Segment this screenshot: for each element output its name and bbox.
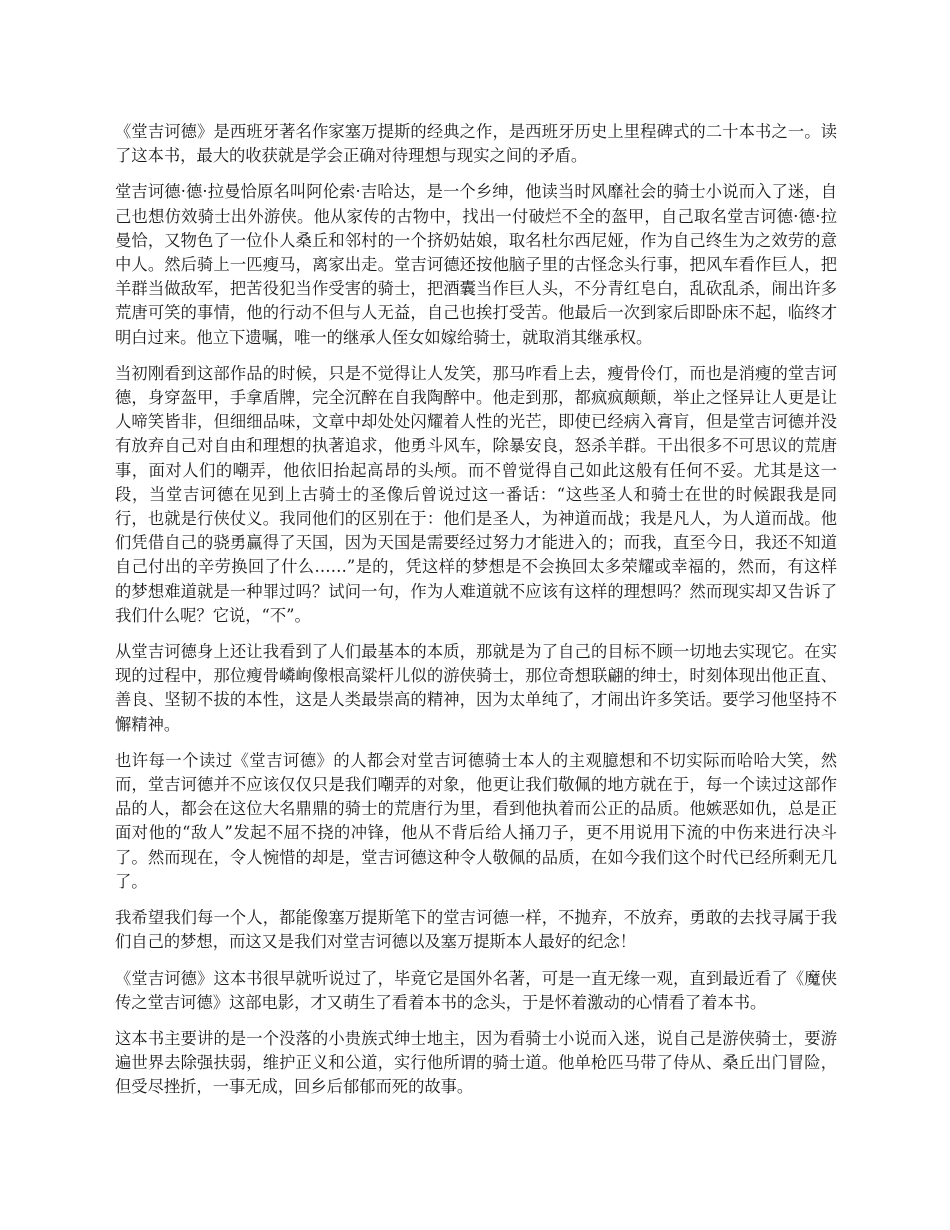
paragraph-second-summary: 这本书主要讲的是一个没落的小贵族式绅士地主，因为看骑士小说而入迷，说自己是游侠骑士，要游遍世界去除强扶弱，维护正义和公道，实行他所谓的骑士道。他单枪匹马带了侍从、桑丘出门冒险，但受尽挫折，一事无成，回乡后郁郁而死的故事。 [115,1028,837,1097]
paragraph-plot-summary: 堂吉诃德·德·拉曼恰原名叫阿伦索·吉哈达，是一个乡绅，他读当时风靡社会的骑士小说而入了迷，自己也想仿效骑士出外游侠。他从家传的古物中，找出一付破烂不全的盔甲，自己取名堂吉诃德·德·拉曼恰，又物色了一位仆人桑丘和邻村的一个挤奶姑娘，取名杜尔西尼娅，作为自己终生为之效劳的意中人。然后骑上一匹瘦马，离家出走。堂吉诃德还按他脑子里的古怪念头行事，把风车看作巨人，把羊群当做敌军，把苦役犯当作受害的骑士，把酒囊当作巨人头，不分青红皂白，乱砍乱杀，闹出许多荒唐可笑的事情，他的行动不但与人无益，自己也挨打受苦。他最后一次到家后即卧床不起，临终才明白过来。他立下遗嘱，唯一的继承人侄女如嫁给骑士，就取消其继承权。 [115,182,837,347]
paragraph-second-intro: 《堂吉诃德》这本书很早就听说过了，毕竟它是国外名著，可是一直无缘一观，直到最近看了《魔侠传之堂吉诃德》这部电影，才又萌生了看着本书的念头，于是怀着激动的心情看了着本书。 [115,968,837,1012]
paragraph-intro: 《堂吉诃德》是西班牙著名作家塞万提斯的经典之作，是西班牙历史上里程碑式的二十本书之一。读了这本书，最大的收获就是学会正确对待理想与现实之间的矛盾。 [115,122,837,166]
paragraph-admiration: 也许每一个读过《堂吉诃德》的人都会对堂吉诃德骑士本人的主观臆想和不切实际而哈哈大笑，然而，堂吉诃德并不应该仅仅只是我们嘲弄的对象，他更让我们敬佩的地方就在于，每一个读过这部作品的人，都会在这位大名鼎鼎的骑士的荒唐行为里，看到他执着而公正的品质。他嫉恶如仇，总是正面对他的“敌人”发起不屈不挠的冲锋，他从不背后给人捅刀子，更不用说用下流的中伤来进行决斗了。然而现在，令人惋惜的却是，堂吉诃德这种令人敬佩的品质，在如今我们这个时代已经所剩无几了。 [115,750,837,891]
paragraph-essence: 从堂吉诃德身上还让我看到了人们最基本的本质，那就是为了自己的目标不顾一切地去实现它。在实现的过程中，那位瘦骨嶙峋像根高粱杆儿似的游侠骑士，那位奇想联翩的绅士，时刻体现出他正直、善良、坚韧不拔的本性，这是人类最崇高的精神，因为太单纯了，才闹出许多笑话。要学习他坚持不懈精神。 [115,642,837,734]
paragraph-hope: 我希望我们每一个人，都能像塞万提斯笔下的堂吉诃德一样，不抛弃，不放弃，勇敢的去找寻属于我们自己的梦想，而这又是我们对堂吉诃德以及塞万提斯本人最好的纪念！ [115,908,837,952]
paragraph-first-impression: 当初刚看到这部作品的时候，只是不觉得让人发笑，那马咋看上去，瘦骨伶仃，而也是消瘦的堂吉诃德，身穿盔甲，手拿盾牌，完全沉醉在自我陶醉中。他走到那，都疯疯颠颠，举止之怪异让人更是让人啼笑皆非，但细细品味，文章中却处处闪耀着人性的光芒，即使已经病入膏肓，但是堂吉诃德并没有放弃自己对自由和理想的执著追求，他勇斗风车，除暴安良，怒杀羊群。干出很多不可思议的荒唐事，面对人们的嘲弄，他依旧抬起高昂的头颅。而不曾觉得自己如此这般有任何不妥。尤其是这一段，当堂吉诃德在见到上古骑士的圣像后曾说过这一番话：“这些圣人和骑士在世的时候跟我是同行，也就是行侠仗义。我同他们的区别在于：他们是圣人，为神道而战；我是凡人，为人道而战。他们凭借自己的骁勇赢得了天国，因为天国是需要经过努力才能进入的；而我，直至今日，我还不知道自己付出的辛劳换回了什么……”是的，凭这样的梦想是不会换回太多荣耀或幸福的，然而，有这样的梦想难道就是一种罪过吗？试问一句，作为人难道就不应该有这样的理想吗？然而现实却又告诉了我们什么呢？它说，“不”。 [115,363,837,625]
document-body [115,120,837,1112]
